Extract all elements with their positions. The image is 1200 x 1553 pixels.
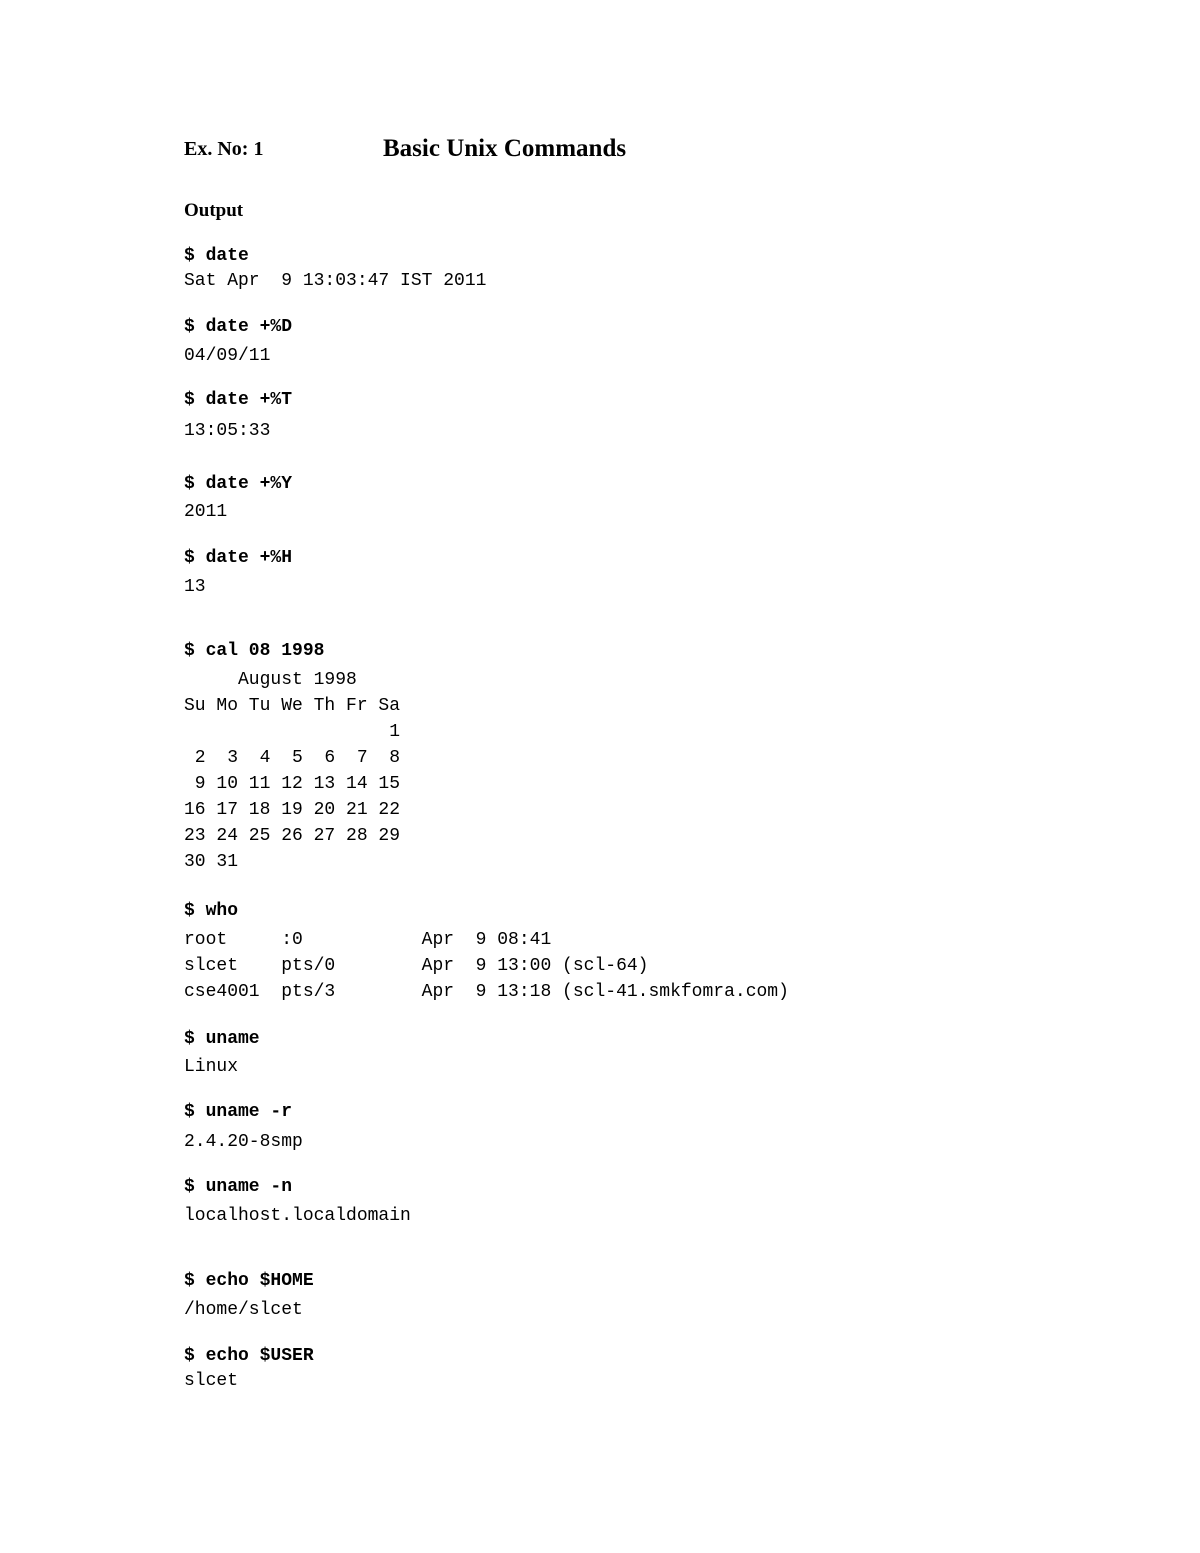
page-title: Basic Unix Commands <box>383 135 627 162</box>
command-date: $ date <box>184 246 249 266</box>
output-who: root :0 Apr 9 08:41 slcet pts/0 Apr 9 13:00 (scl-64) cse4001 pts/3 Apr 9 13:18 (scl-41.smkfomra.com) <box>184 930 789 1002</box>
command-date-h: $ date +%H <box>184 548 293 568</box>
exercise-number: Ex. No: 1 <box>184 138 264 160</box>
command-uname: $ uname <box>184 1029 260 1049</box>
command-date-t: $ date +%T <box>184 390 293 410</box>
output-uname-r: 2.4.20-8smp <box>184 1132 303 1152</box>
output-uname-n: localhost.localdomain <box>184 1206 411 1226</box>
output-date-y: 2011 <box>184 502 228 522</box>
output-echo-home: /home/slcet <box>184 1300 303 1320</box>
output-echo-user: slcet <box>184 1371 239 1391</box>
output-date-t: 13:05:33 <box>184 421 271 441</box>
command-uname-r: $ uname -r <box>184 1102 293 1122</box>
command-who: $ who <box>184 901 239 921</box>
command-date-y: $ date +%Y <box>184 474 293 494</box>
output-date-h: 13 <box>184 577 206 597</box>
output-label: Output <box>184 200 244 221</box>
output-uname: Linux <box>184 1057 239 1077</box>
command-echo-home: $ echo $HOME <box>184 1271 314 1291</box>
output-date-d: 04/09/11 <box>184 346 271 366</box>
output-calendar: August 1998 Su Mo Tu We Th Fr Sa 1 2 3 4 5 6 7 8 9 10 11 12 13 14 15 16 17 18 19 20 21 22 23 24 25 26 27 28 29 30 31 <box>184 670 401 872</box>
command-echo-user: $ echo $USER <box>184 1346 314 1366</box>
command-uname-n: $ uname -n <box>184 1177 293 1197</box>
command-cal: $ cal 08 1998 <box>184 641 325 661</box>
command-date-d: $ date +%D <box>184 317 293 337</box>
output-date: Sat Apr 9 13:03:47 IST 2011 <box>184 271 487 291</box>
